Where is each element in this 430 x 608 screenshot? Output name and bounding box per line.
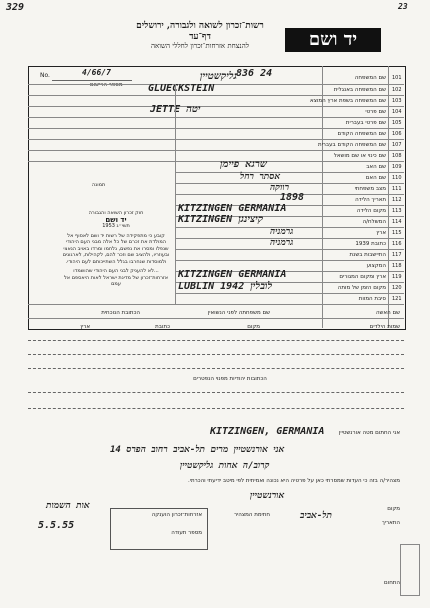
field-value: גרמניה xyxy=(270,238,294,248)
field-value: 1898 xyxy=(280,192,305,203)
field-row-divider xyxy=(175,249,404,250)
field-label: שם המשפחה xyxy=(354,75,386,81)
declarant-city: KITZINGEN, GERMANIA xyxy=(210,426,325,437)
field-number: 110 xyxy=(392,175,402,181)
law-footer: ...לא להעניק לבני העם היהודי שהושמדו אזרחות־זכרון של מדינת ישראל לאות היאספם אל עמם xyxy=(63,268,169,287)
declarant-signature: אורנשטיין xyxy=(250,491,285,501)
field-row-divider xyxy=(28,95,404,96)
field-label: שם המשפחה באנגלית xyxy=(333,87,386,93)
field-number: 103 xyxy=(392,98,402,104)
field-number: 107 xyxy=(392,142,402,148)
field-label: מקום הזמן של מותה xyxy=(337,285,386,291)
dash-row xyxy=(28,392,404,393)
spouse-address-label: הכתובת הנוכחית xyxy=(101,310,140,316)
field-row-divider xyxy=(28,106,404,107)
field-number: 101 xyxy=(392,75,402,81)
field-number: 115 xyxy=(392,230,402,236)
field-row-divider xyxy=(28,84,404,85)
field-label: שם פרטי xyxy=(365,109,386,115)
law-text: קובע כי מתפקידה של רשות יד ושם לאסוף אל המולדת את זכרם של כל אלה מבני העם היהודי שנפלו ומסרו את נפשם, נלחמו ומרדו באויב הנאצי ובעוזריו, ולהציב שם וזכר להם, לקהילות, לארגונים ולמוסדות שנחרבו בגלל השתייכותם לעם היהודי. xyxy=(62,232,170,265)
field-number: 109 xyxy=(392,164,402,170)
field-row-divider xyxy=(28,139,404,140)
field-row-divider xyxy=(175,172,404,173)
dash-row xyxy=(28,368,404,369)
corner-number-right: 23 xyxy=(398,2,408,11)
field-label: ארץ xyxy=(376,230,386,236)
signer-note: אות השמות xyxy=(46,501,90,511)
field-row-divider xyxy=(28,304,404,305)
form-no-value: 4/66/7 xyxy=(82,68,111,77)
field-label: ארץ ומקום המגורים xyxy=(339,274,386,280)
field-label: תאריך הלידה xyxy=(355,197,386,203)
declaration-date: 5.5.55 xyxy=(38,520,75,531)
authority-title: רשות־זכרון לשואה ולגבורה, ירושלים xyxy=(136,21,264,31)
field-row-divider xyxy=(28,128,404,129)
field-number: 113 xyxy=(392,208,402,214)
field-value: KITZINGEN קיצינגן xyxy=(178,214,264,225)
office-label: אזרחות־זכרון הוענקה xyxy=(151,512,202,518)
form-subtitle: להנצחת אזרחות־זכרון לחללי השואה xyxy=(151,42,249,50)
declarant-line-a: אני אורנשטיין מרים תל-אביב רחוב הפרס 14 xyxy=(110,445,285,455)
children-label: שמות הילדים xyxy=(369,324,400,330)
field-label: שם האם xyxy=(365,175,386,181)
field-value: אסתר רחל xyxy=(240,172,281,182)
field-value: גליקשטיין xyxy=(200,71,237,82)
field-row-divider xyxy=(28,161,404,162)
field-number: 118 xyxy=(392,263,402,269)
field-row-divider xyxy=(28,150,404,151)
relatives-title: הכתובות יהודיות מפנוי הנפטרים xyxy=(193,376,267,382)
field-number: 112 xyxy=(392,197,402,203)
field-number: 116 xyxy=(392,241,402,247)
field-number: 121 xyxy=(392,296,402,302)
field-number: 114 xyxy=(392,219,402,225)
field-number: 117 xyxy=(392,252,402,258)
declarant-intro: אני החתום מטה אורנשטיין xyxy=(338,430,400,436)
field-value: JETTE יטה xyxy=(150,104,201,115)
law-notice xyxy=(60,210,172,288)
field-row-divider xyxy=(175,183,404,184)
law-title: חוק זכרון השואה והגבורה xyxy=(88,210,144,216)
field-value: KITZINGEN GERMANIA xyxy=(178,269,287,280)
field-label: סיבת המוות xyxy=(358,296,386,302)
field-number: 102 xyxy=(392,87,402,93)
field-number: 104 xyxy=(392,109,402,115)
field-label: שם המשפחה בשפת ארץ המוצא xyxy=(309,98,386,104)
field-number: 108 xyxy=(392,153,402,159)
field-label: כתובת 1939 xyxy=(355,241,386,247)
declarant-sign-label: חתימת המצהיר xyxy=(233,512,270,518)
dash-row xyxy=(28,408,404,409)
field-number: 119 xyxy=(392,274,402,280)
form-no-label: No. xyxy=(40,72,50,79)
field-number: 120 xyxy=(392,285,402,291)
field-label: שם המשפחה הקודם בעברית xyxy=(317,142,386,148)
field-value: רווקה xyxy=(270,183,290,193)
registration-label: מספר הרישום xyxy=(90,82,123,88)
field-value: GLUECKSTEIN xyxy=(148,83,215,94)
field-row-divider xyxy=(175,293,404,294)
law-year: תשי״ג 1953 xyxy=(102,223,130,229)
field-label: שם האב xyxy=(366,164,386,170)
field-value: KITZINGEN GERMANIA xyxy=(178,203,287,214)
spouse-maiden-label: שם משפחתה לפני הנשואין xyxy=(207,310,270,316)
form-no-underline xyxy=(52,80,132,81)
corner-number-left: 329 xyxy=(6,2,25,13)
spouse-section-label: שם האשה xyxy=(375,310,400,316)
yad-vashem-logo: יד ושם xyxy=(285,28,381,52)
dash-row xyxy=(28,354,404,355)
photo-column-divider xyxy=(175,84,176,304)
declarant-line-b: קרוב/ה אחות גליקשטיין xyxy=(180,461,270,471)
field-label: שם פרטי בעברית xyxy=(345,120,386,126)
field-label: מצב משפחתי xyxy=(354,186,386,192)
declaration-text: מצהיר/ה בזה כי העדות שמסרתי כאן על פרטיה היא נכונה ואמיתית לפי מיטב ידיעתי והכרתי. xyxy=(187,478,400,484)
place-label: מקום xyxy=(387,506,400,512)
place-col-label: מקום xyxy=(247,324,260,330)
field-value: שרגא פיימן xyxy=(220,159,267,170)
field-number: 105 xyxy=(392,120,402,126)
declarant-place: תל-אביב xyxy=(300,511,332,521)
top-stamp-number: 836 24 xyxy=(236,68,273,79)
field-number: 111 xyxy=(392,186,402,192)
law-brand: יד ושם xyxy=(105,215,127,224)
field-label: שם המשפחה הקודם xyxy=(337,131,386,137)
dash-row xyxy=(28,340,404,341)
field-row-divider xyxy=(175,260,404,261)
field-label: מקום הלידה xyxy=(356,208,386,214)
field-label: שם כינוי או שם מושאל xyxy=(333,153,386,159)
field-value: גרמניה xyxy=(270,227,294,237)
field-label: המשלח/ה xyxy=(362,219,386,225)
field-number: 106 xyxy=(392,131,402,137)
archive-stamp xyxy=(400,544,420,596)
reg-label: מספר תעודה xyxy=(171,530,202,536)
clerk-label: התחום xyxy=(384,580,400,586)
country-col-label: ארץ xyxy=(80,324,90,330)
field-label: המקצוע xyxy=(366,263,386,269)
field-value: LUBLIN 1942 לובלין xyxy=(178,281,273,292)
form-title: דף־עד xyxy=(189,32,211,42)
section-divider xyxy=(28,318,404,319)
photo-label: תמונה xyxy=(92,182,106,188)
field-label: התיישבות בשנת xyxy=(349,252,386,258)
field-row-divider xyxy=(28,117,404,118)
address-col-label: כתובת xyxy=(155,324,170,330)
date-label: התאריך xyxy=(381,520,400,526)
